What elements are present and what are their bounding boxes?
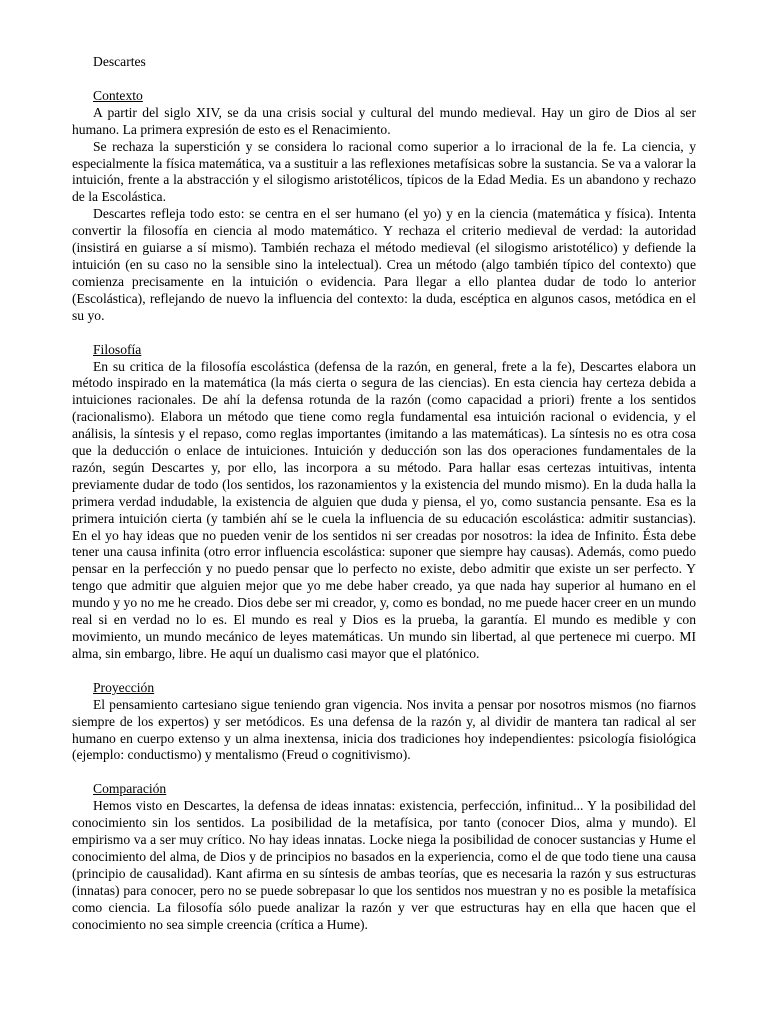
paragraph: Descartes refleja todo esto: se centra en el ser humano (el yo) y en la ciencia (matemática y física). Intenta convertir la filosofía en ciencia al modo matemático. Y rechaza el criterio medieval de verdad: la autoridad (insistirá en guiarse a sí mismo). También rechaza el método medieval (el silogismo aristotélico) y defiende la intuición (en su caso no la sensible sino la intelectual). Crea un método (algo también típico del contexto) que comienza precisamente en la intuición o evidencia. Para llegar a ello plantea dudar de todo lo anterior (Escolástica), reflejando de nuevo la influencia del contexto: la duda, escéptica en algunos casos, metódica en el su yo. [72,206,696,323]
section-heading-contexto: Contexto [93,87,143,103]
document-title: Descartes [93,54,146,69]
section-comparacion [72,781,696,933]
paragraph: En su critica de la filosofía escolástica (defensa de la razón, en general, frete a la fe), Descartes elabora un método inspirado en la matemática (la más cierta o segura de las ciencias). En esta ciencia hay certeza debida a intuiciones racionales. De ahí la defensa rotunda de la razón (como capacidad a priori) frente a los sentidos (racionalismo). Elabora un método que tiene como regla fundamental esa intuición racional o evidencia, y el análisis, la síntesis y el repaso, como reglas importantes (imitando a las matemáticas). La síntesis no es otra cosa que la deducción o enlace de intuiciones. Intuición y deducción son las dos operaciones fundamentales de la razón, según Descartes y, por ello, las incorpora a su método. Para hallar esas certezas intuitivas, intenta previamente dudar de todo (los sentidos, los razonamientos y la existencia del mundo mismo). En la duda halla la primera verdad indudable, la existencia de alguien que duda y piensa, el yo, como sustancia pensante. Esa es la primera intuición cierta (y también ahí se le cuela la influencia de su educación escolástica: admitir sustancias). En el yo hay ideas que no pueden venir de los sentidos ni ser creadas por nosotros: la idea de Infinito. Ésta debe tener una causa infinita (otro error influencia escolástica: suponer que siempre hay causas). Además, como puedo pensar en la perfección y no puedo pensar que lo perfecto no existe, debo admitir que existe un ser perfecto. Y tengo que admitir que alguien mejor que yo me debe haber creado, ya que nada hay superior al humano en el mundo y yo no me he creado. Dios debe ser mi creador, y, como es bondad, no me puede hacer creer en un mundo real si en verdad no lo es. El mundo es real y Dios es la prueba, la garantía. El mundo es medible y con movimiento, un mundo mecánico de leyes matemáticas. Un mundo sin libertad, al que pertenece mi cuerpo. MI alma, sin embargo, libre. He aquí un dualismo casi mayor que el platónico. [72,358,696,661]
section-heading-filosofia: Filosofía [93,341,142,357]
paragraph: Hemos visto en Descartes, la defensa de ideas innatas: existencia, perfección, infinitud... Y la posibilidad del conocimiento sin los sentidos. La posibilidad de la metafísica, por tanto (conocer Dios, alma y mundo). El empirismo va a ser muy crítico. No hay ideas innatas. Locke niega la posibilidad de conocer sustancias y Hume el conocimiento del alma, de Dios y de principios no basados en la experiencia, como el de que todo tiene una causa (principio de causalidad). Kant afirma en su síntesis de ambas teorías, que es necesaria la razón y sus estructuras (innatas) para conocer, pero no se puede sobrepasar lo que los sentidos nos muestran y no es posible la metafísica como ciencia. La filosofía sólo puede analizar la razón y ver que estructuras hay en ella que hacen que el conocimiento no sea simple creencia (crítica a Hume). [72,798,696,932]
section-heading-comparacion: Comparación [93,781,167,797]
paragraph: Se rechaza la superstición y se considera lo racional como superior a lo irracional de la fe. La ciencia, y especialmente la física matemática, va a sustituir a las reflexiones metafísicas sobre la sustancia. Se va a valorar la intuición, frente a la abstracción y el silogismo aristotélicos, típicos de la Edad Media. Es un abandono y rechazo de la Escolástica. [72,138,696,205]
section-filosofia [72,342,696,663]
section-contexto [72,88,696,325]
paragraph: El pensamiento cartesiano sigue teniendo gran vigencia. Nos invita a pensar por nosotros mismos (no fiarnos siempre de los expertos) y ser metódicos. Es una defensa de la razón y, al dividir de mantera tan radical al ser humano en cuerpo extenso y un alma inextensa, inicia dos tradiciones hoy independientes: psicología fisiológica (ejemplo: conductismo) y mentalismo (Freud o cognitivismo). [72,696,696,763]
section-heading-proyeccion: Proyección [93,679,155,695]
section-proyeccion [72,680,696,765]
paragraph: A partir del siglo XIV, se da una crisis social y cultural del mundo medieval. Hay un giro de Dios al ser humano. La primera expresión de esto es el Renacimiento. [72,104,696,137]
